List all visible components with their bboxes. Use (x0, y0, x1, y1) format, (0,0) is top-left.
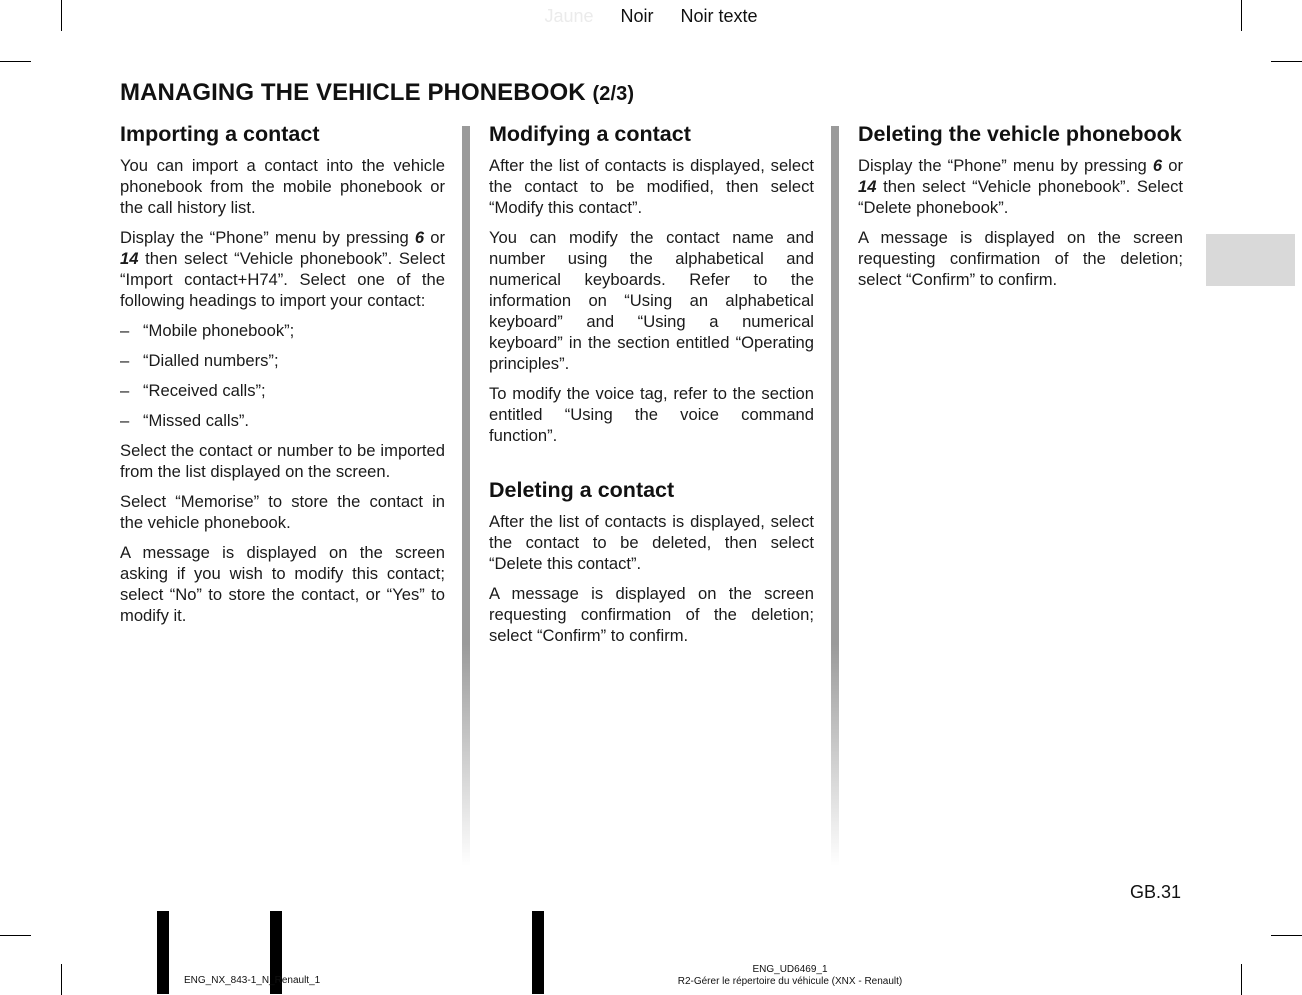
text: or (1162, 156, 1183, 175)
list-item-text: “Received calls”; (143, 381, 266, 400)
footer-right (640, 964, 940, 988)
dash-marker: – (120, 351, 130, 370)
registration-block (532, 911, 544, 994)
list-item (120, 350, 445, 371)
paragraph: After the list of contacts is displayed, select the contact to be deleted, then select “Delete this contact”. (489, 512, 814, 573)
list-item-text: “Missed calls”. (143, 411, 250, 430)
paragraph: Select the contact or number to be imported from the list displayed on the screen. (120, 441, 445, 481)
dash-marker: – (120, 381, 130, 400)
paragraph: After the list of contacts is displayed, select the contact to be modified, then select “Modify this contact”. (489, 156, 814, 217)
footer-left: ENG_NX_843-1_N_Renault_1 (184, 975, 321, 986)
paragraph: A message is displayed on the screen requesting confirmation of the deletion; select “Confirm” to confirm. (858, 228, 1183, 289)
column-divider (462, 126, 470, 866)
heading-deleting-phonebook: Deleting the vehicle phonebook (858, 122, 1182, 146)
dash-marker: – (120, 321, 130, 340)
color-label-noir: Noir (620, 6, 654, 26)
dash-marker: – (120, 411, 130, 430)
color-label-noir-texte: Noir texte (680, 6, 758, 26)
paragraph: To modify the voice tag, refer to the section entitled “Using the voice command function”. (489, 384, 814, 445)
crop-mark (0, 935, 31, 936)
list-item (120, 410, 445, 431)
footer-right-line2: R2-Gérer le répertoire du véhicule (XNX - Renault) (677, 976, 903, 987)
page-title (120, 79, 634, 107)
text: Display the “Phone” menu by pressing (858, 156, 1153, 175)
key-14: 14 (858, 177, 877, 196)
heading-importing-contact: Importing a contact (120, 122, 320, 146)
list-item (120, 320, 445, 341)
paragraph: You can modify the contact name and number using the alphabetical and numerical keyboards. Refer to the information on “Using an alphabetical keyboard” and “Using a numerical keyboard” in the section entitled “Operating principles”. (489, 228, 814, 373)
list-item (120, 380, 445, 401)
paragraph: You can import a contact into the vehicle phonebook from the mobile phonebook or the call history list. (120, 156, 445, 217)
page-title-part: (2/3) (592, 83, 635, 105)
column-divider (831, 126, 839, 866)
text: then select “Vehicle phonebook”. Select “Import contact+H74”. Select one of the following headings to import your contact: (120, 249, 445, 310)
page-title-main: MANAGING THE VEHICLE PHONEBOOK (120, 79, 586, 106)
key-14: 14 (120, 249, 139, 268)
text: Display the “Phone” menu by pressing (120, 228, 415, 247)
paragraph: A message is displayed on the screen asking if you wish to modify this contact; select “No” to store the contact, or “Yes” to modify it. (120, 543, 445, 625)
text: then select “Vehicle phonebook”. Select “Delete phonebook”. (858, 177, 1183, 217)
footer-right-line1: ENG_UD6469_1 (752, 964, 828, 975)
paragraph: Select “Memorise” to store the contact in the vehicle phonebook. (120, 492, 445, 532)
key-6: 6 (414, 228, 425, 247)
paragraph (858, 155, 1183, 218)
text: or (424, 228, 445, 247)
color-label-jaune: Jaune (544, 6, 594, 26)
list-item-text: “Mobile phonebook”; (143, 321, 295, 340)
paragraph (120, 227, 445, 311)
key-6: 6 (1152, 156, 1163, 175)
column-importing (120, 122, 445, 635)
crop-mark (1271, 935, 1302, 936)
page-number: GB.31 (1130, 882, 1182, 902)
section-thumb-tab (1206, 234, 1295, 286)
column-deleting-phonebook (858, 122, 1183, 299)
crop-mark (1241, 964, 1242, 995)
list-item-text: “Dialled numbers”; (143, 351, 279, 370)
crop-mark (0, 61, 31, 62)
heading-deleting-contact: Deleting a contact (489, 478, 675, 502)
column-modifying-deleting (489, 122, 814, 655)
paragraph: A message is displayed on the screen requesting confirmation of the deletion; select “Confirm” to confirm. (489, 584, 814, 645)
crop-mark (61, 964, 62, 995)
registration-block (157, 911, 169, 994)
crop-mark (1271, 61, 1302, 62)
color-separation-labels (0, 6, 1302, 27)
heading-modifying-contact: Modifying a contact (489, 122, 691, 146)
